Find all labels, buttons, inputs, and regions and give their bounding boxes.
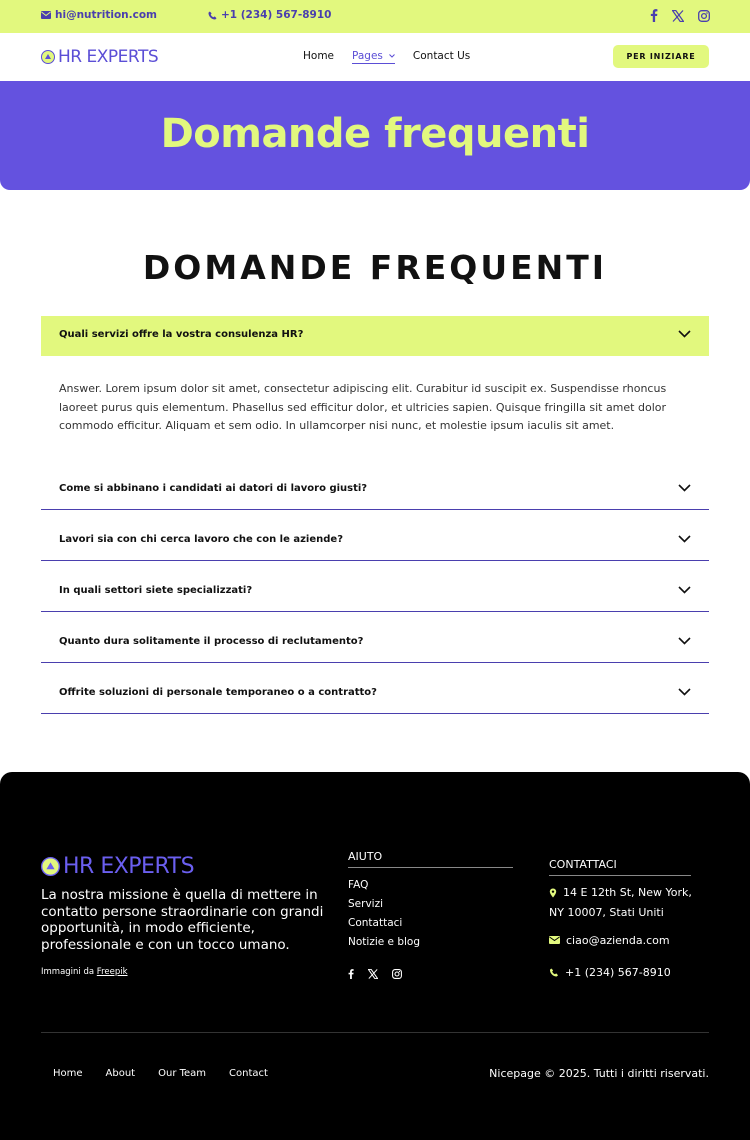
contact-heading: CONTATTACI (549, 858, 691, 876)
copyright: Nicepage © 2025. Tutti i diritti riservati. (489, 1067, 709, 1080)
get-started-button[interactable]: PER INIZIARE (613, 45, 709, 68)
envelope-icon (41, 11, 51, 19)
footer-link-blog[interactable]: Notizie e blog (348, 936, 421, 948)
credit-prefix: Immagini da (41, 967, 95, 977)
hero-banner (0, 81, 750, 190)
chevron-down-icon (678, 330, 691, 338)
footer-phone[interactable] (549, 963, 671, 983)
faq-item[interactable] (41, 572, 709, 612)
faq-question: Offrite soluzioni di personale temporaneo o a contratto? (59, 687, 377, 698)
logo[interactable] (41, 47, 158, 67)
phone-icon (549, 963, 559, 977)
chevron-down-icon (678, 586, 691, 594)
mission-statement: La nostra missione è quella di mettere in contatto persone straordinarie con grandi opportunità, in modo efficiente, professionale e con un tocco umano. (41, 887, 324, 953)
instagram-icon[interactable] (392, 969, 402, 979)
logo-icon (41, 857, 60, 876)
top-bar (0, 0, 750, 33)
faq-item[interactable] (41, 470, 709, 510)
footer (0, 772, 750, 1140)
location-pin-icon (549, 883, 557, 898)
nav-item-contact[interactable]: Contact Us (412, 50, 471, 62)
chevron-down-icon (678, 484, 691, 492)
faq-question: In quali settori siete specializzati? (59, 585, 253, 596)
chevron-down-icon (678, 535, 691, 543)
faq-question: Lavori sia con chi cerca lavoro che con le aziende? (59, 534, 343, 545)
image-credit (41, 967, 128, 977)
footer-address (549, 883, 692, 923)
bottom-link-about[interactable]: About (105, 1068, 136, 1079)
footer-link-contact[interactable]: Contattaci (348, 917, 403, 929)
faq-item[interactable] (41, 674, 709, 714)
faq-item[interactable] (41, 521, 709, 561)
logo-text: HR EXPERTS (58, 47, 159, 67)
address-text (549, 883, 692, 923)
hero-title: Domande frequenti (160, 111, 590, 157)
main-nav (0, 33, 750, 81)
faq-question: Quanto dura solitamente il processo di reclutamento? (59, 636, 364, 647)
bottom-link-home[interactable]: Home (53, 1068, 83, 1079)
help-links (348, 879, 420, 948)
nav-item-pages-label: Pages (352, 50, 383, 62)
x-icon[interactable] (368, 969, 378, 979)
footer-logo-text: HR EXPERTS (63, 854, 195, 879)
faq-answer: Answer. Lorem ipsum dolor sit amet, consectetur adipiscing elit. Curabitur id suscipit ex. Suspendisse rhoncus laoreet purus quis elementum. Phasellus sed efficitur dolor, et ultricies sapien. Quisque fringilla sit amet dolor commodo efficitur. Aliquam et sem odio. In ullamcorper nisi nunc, et molestie ipsum iaculis sit amet. (59, 382, 667, 432)
address-line-1: 14 E 12th St, New York, (563, 886, 692, 899)
topbar-email-text: hi@nutrition.com (55, 9, 157, 21)
footer-divider (41, 1032, 709, 1033)
facebook-icon[interactable] (650, 9, 658, 22)
nav-item-pages[interactable] (352, 50, 395, 64)
phone-icon (208, 11, 217, 20)
nav-menu (303, 50, 470, 64)
footer-phone-text: +1 (234) 567-8910 (565, 966, 671, 979)
footer-logo[interactable] (41, 854, 194, 879)
nav-item-home[interactable]: Home (303, 50, 335, 62)
chevron-down-icon (678, 688, 691, 696)
footer-social (348, 969, 402, 979)
footer-link-services[interactable]: Servizi (348, 898, 384, 910)
freepik-link[interactable]: Freepik (96, 967, 128, 977)
faq-heading: DOMANDE FREQUENTI (142, 248, 608, 287)
footer-link-faq[interactable]: FAQ (348, 879, 369, 891)
logo-icon (41, 50, 55, 64)
footer-email-text: ciao@azienda.com (566, 934, 670, 947)
facebook-icon[interactable] (348, 969, 354, 979)
address-line-2: NY 10007, Stati Uniti (549, 906, 664, 919)
chevron-down-icon (389, 54, 395, 58)
topbar-phone[interactable] (208, 9, 331, 21)
bottom-links (53, 1068, 268, 1079)
chevron-down-icon (678, 637, 691, 645)
faq-question: Quali servizi offre la vostra consulenza HR? (59, 329, 304, 340)
instagram-icon[interactable] (698, 10, 710, 22)
help-heading: AIUTO (348, 850, 513, 868)
bottom-link-team[interactable]: Our Team (158, 1068, 207, 1079)
topbar-email[interactable] (41, 9, 157, 21)
topbar-phone-text: +1 (234) 567-8910 (221, 9, 332, 21)
bottom-link-contact[interactable]: Contact (229, 1068, 268, 1079)
envelope-icon (549, 931, 560, 944)
faq-item[interactable] (41, 623, 709, 663)
x-icon[interactable] (672, 10, 684, 22)
faq-question: Come si abbinano i candidati ai datori di lavoro giusti? (59, 483, 368, 494)
footer-email[interactable] (549, 931, 670, 951)
faq-item-open[interactable] (41, 316, 709, 356)
topbar-social (650, 9, 710, 22)
